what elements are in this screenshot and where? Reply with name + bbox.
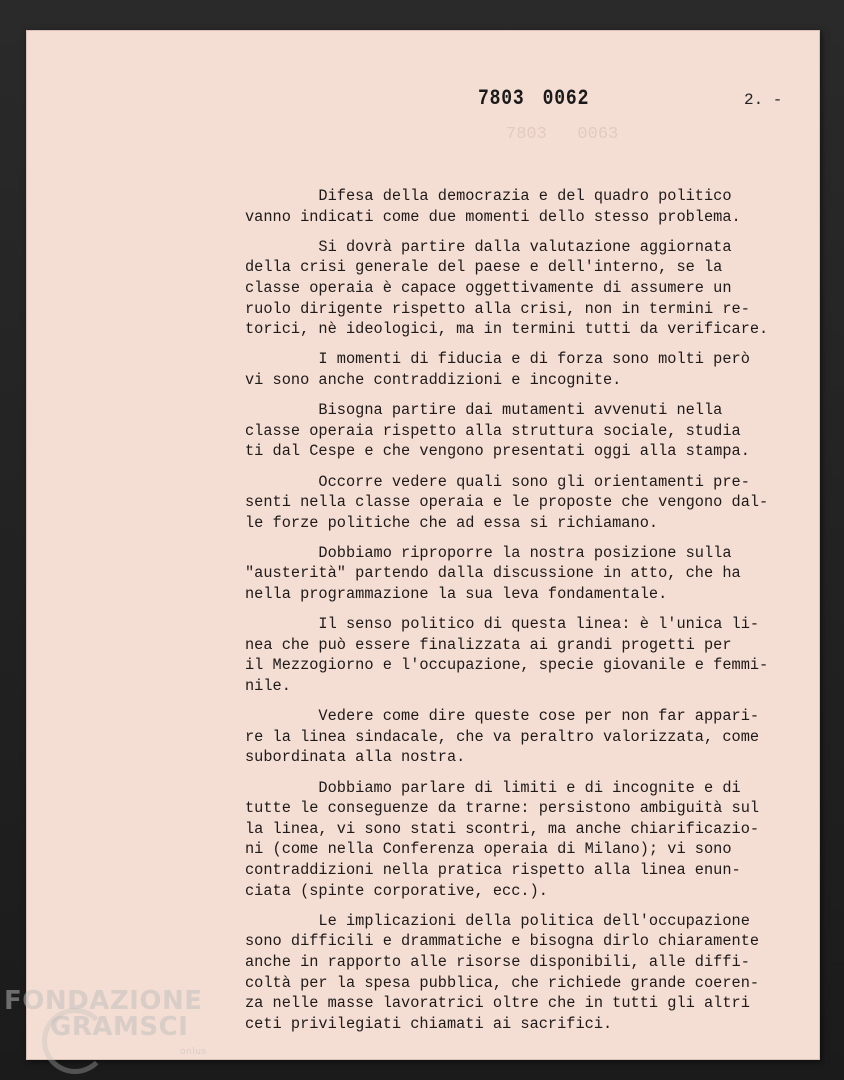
paragraph [245,472,805,534]
text-line: nella programmazione la sua leva fondamentale. [245,585,668,604]
text-line: Le implicazioni della politica dell'occupazione [245,911,750,930]
watermark-suffix: onlus [180,1047,207,1057]
text-line: contraddizioni nella pratica rispetto alla linea enun- [245,860,741,879]
text-line: Il senso politico di questa linea: è l'unica li- [245,615,760,634]
text-line: classe operaia è capace oggettivamente di assumere un [245,278,732,297]
text-line: Difesa della democrazia e del quadro politico [245,187,732,205]
text-line: ceti privilegiati chiamati ai sacrifici. [245,1014,613,1033]
text-line: "austerità" partendo dalla discussione in atto, che ha [245,564,741,583]
text-line: ruolo dirigente rispetto alla crisi, non in termini re- [245,299,750,318]
text-line: re la linea sindacale, che va peraltro valorizzata, come [245,727,760,746]
text-line: coltà per la spesa pubblica, che richiede grande coeren- [245,973,760,992]
text-line: la linea, vi sono stati scontri, ma anche chiarificazio- [245,819,760,838]
text-line: Bisogna partire dai mutamenti avvenuti nella [245,401,723,420]
text-line: nea che può essere finalizzata ai grandi progetti per [245,635,732,654]
text-line: il Mezzogiorno e l'occupazione, specie giovanile e femmi- [245,656,769,675]
text-line: ti dal Cespe e che vengono presentati oggi alla stampa. [245,442,750,461]
paragraph [245,706,805,768]
text-line: Vedere come dire queste cose per non far appari- [245,707,760,726]
paragraph [245,911,805,1035]
text-line: Dobbiamo parlare di limiti e di incognite e di [245,778,741,797]
fondazione-gramsci-watermark [4,986,207,1057]
paragraph [245,543,805,605]
paragraph [245,614,805,696]
text-line: torici, nè ideologici, ma in termini tutti da verificare. [245,320,769,339]
document-number [478,86,607,111]
paragraph [245,349,805,390]
text-line: ciata (spinte corporative, ecc.). [245,881,548,900]
text-line: ni (come nella Conferenza operaia di Milano); vi sono [245,840,732,859]
watermark-line-1: FONDAZIONE [4,986,203,1016]
text-line: vi sono anche contraddizioni e incognite. [245,370,622,389]
paragraph [245,237,805,340]
text-line: za nelle masse lavoratrici oltre che in tutti gli altri [245,994,750,1013]
text-line: le forze politiche che ad essa si richiamano. [245,513,659,532]
text-line: anche in rapporto alle risorse disponibili, alle diffi- [245,952,750,971]
paragraph [245,400,805,462]
text-line: tutte le conseguenze da trarne: persistono ambiguità sul [245,799,760,818]
paragraph [245,778,805,902]
text-line: Occorre vedere quali sono gli orientamenti pre- [245,472,750,491]
text-line: della crisi generale del paese e dell'interno, se la [245,258,723,277]
watermark-line-2: GRAMSCI [50,1012,189,1042]
document-number-part-1: 7803 [478,86,525,111]
typed-body-text [245,186,805,1044]
watermark-ring-icon [42,1008,108,1074]
text-line: senti nella classe operaia e le proposte che vengono dal- [245,493,769,512]
page-number: 2. - [744,91,783,109]
text-line: sono difficili e drammatiche e bisogna dirlo chiaramente [245,932,760,951]
text-line: I momenti di fiducia e di forza sono molti però [245,350,750,369]
text-line: Dobbiamo riproporre la nostra posizione sulla [245,543,732,562]
text-line: classe operaia rispetto alla struttura sociale, studia [245,421,741,440]
text-line: Si dovrà partire dalla valutazione aggiornata [245,237,732,256]
text-line: subordinata alla nostra. [245,748,466,767]
bleed-through-number: 7803 0063 [506,125,619,144]
text-line: nile. [245,677,291,696]
text-line: vanno indicati come due momenti dello stesso problema. [245,207,741,226]
paragraph [245,186,805,227]
document-number-part-2: 0062 [542,86,590,111]
